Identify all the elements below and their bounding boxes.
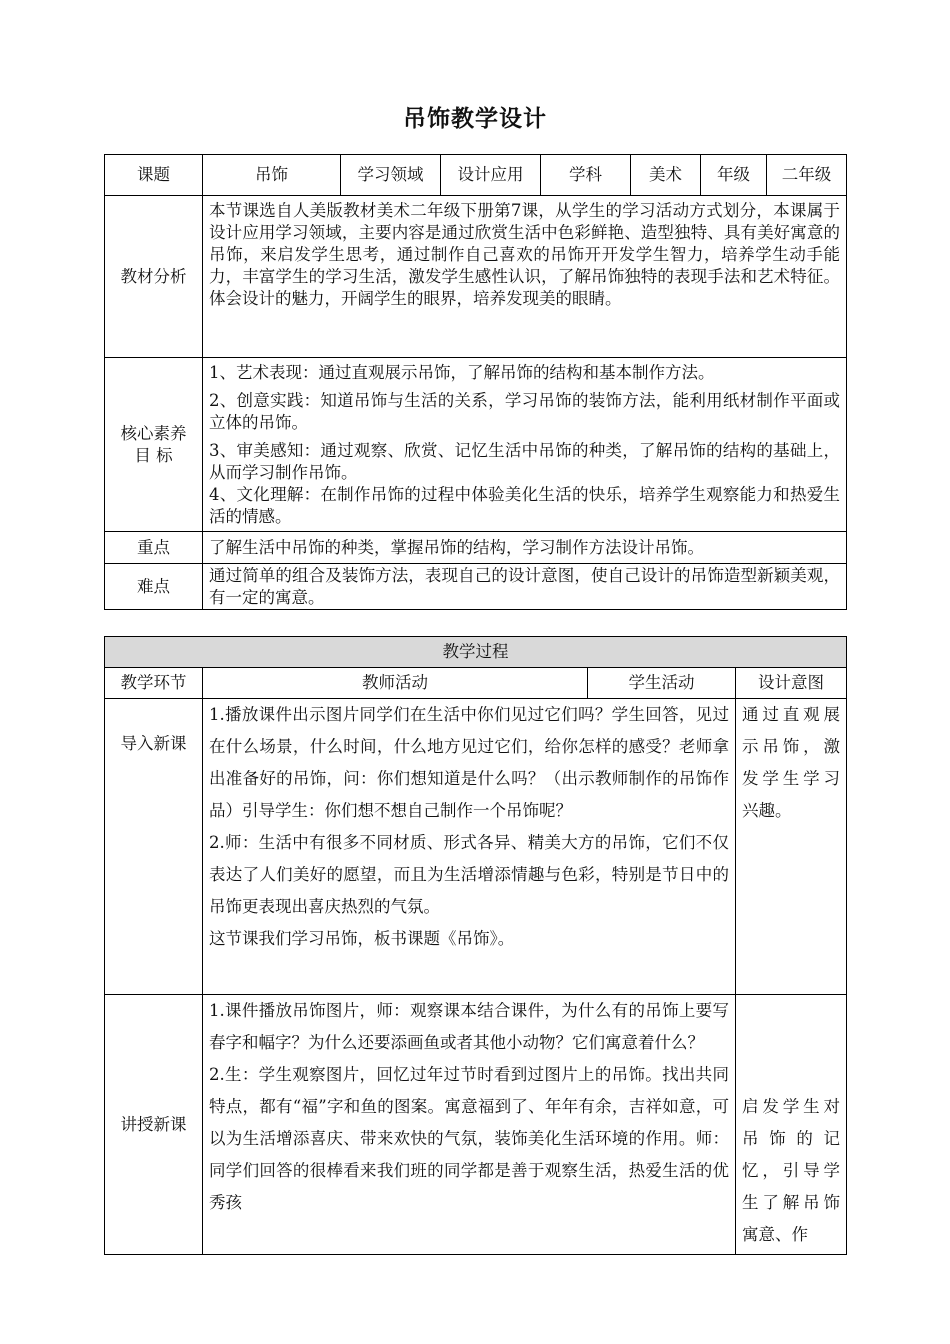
teacher-paragraph: 2.师：生活中有很多不同材质、形式各异、精美大方的吊饰，它们不仅表达了人们美好的愿望，而且为生活增添情趣与色彩，特别是节日中的吊饰更表现出喜庆热烈的气氛。	[209, 833, 729, 916]
stage-cell: 讲授新课	[105, 995, 203, 1255]
key-text: 了解生活中吊饰的种类，掌握吊饰的结构，学习制作方法设计吊饰。	[203, 532, 847, 564]
grade-label: 年级	[701, 155, 767, 196]
difficulty-label: 难点	[105, 564, 203, 610]
document-title: 吊饰教学设计	[403, 106, 547, 132]
goal-item: 2、创意实践：知道吊饰与生活的关系，学习吊饰的装饰方法，能利用纸材制作平面或立体的吊饰。	[209, 390, 840, 432]
key-label: 重点	[105, 532, 203, 564]
teacher-activity	[203, 995, 736, 1255]
column-header: 学生活动	[588, 668, 736, 699]
teacher-paragraph: 1.播放课件出示图片同学们在生活中你们见过它们吗？学生回答，见过在什么场景，什么时间，什么地方见过它们，给你怎样的感受？老师拿出准备好的吊饰，问：你们想知道是什么吗？（出示教师制作的吊饰作品）引导学生：你们想不想自己制作一个吊饰呢？	[209, 705, 729, 820]
design-intent: 通过直观展示吊饰，激发学生学习兴趣。	[736, 699, 847, 995]
process-header: 教学过程	[105, 637, 847, 668]
teacher-paragraph: 1.课件播放吊饰图片，师：观察课本结合课件，为什么有的吊饰上要写春字和幅字？为什么还要添画鱼或者其他小动物？它们寓意着什么？	[209, 1001, 729, 1052]
lesson-info-table	[104, 154, 847, 610]
difficulty-text: 通过简单的组合及装饰方法，表现自己的设计意图，使自己设计的吊饰造型新颖美观，有一定的寓意。	[203, 564, 847, 610]
topic-label: 课题	[105, 155, 203, 196]
subject-value: 美术	[631, 155, 701, 196]
stage-cell: 导入新课	[105, 699, 203, 995]
teacher-paragraph: 2.生：学生观察图片，回忆过年过节时看到过图片上的吊饰。找出共同特点，都有“福”字和鱼的图案。寓意福到了、年年有余，吉祥如意，可以为生活增添喜庆、带来欢快的气氛，装饰美化生活环境的作用。师：同学们回答的很棒看来我们班的同学都是善于观察生活，热爱生活的优秀孩	[209, 1065, 729, 1212]
goal-item: 4、文化理解：在制作吊饰的过程中体验美化生活的快乐，培养学生观察能力和热爱生活的情感。	[209, 484, 840, 526]
column-header: 设计意图	[736, 668, 847, 699]
goals-label: 核心素养 目 标	[105, 358, 203, 532]
topic-value: 吊饰	[203, 155, 341, 196]
goal-item: 1、艺术表现：通过直观展示吊饰，了解吊饰的结构和基本制作方法。	[209, 362, 715, 382]
subject-label: 学科	[541, 155, 631, 196]
column-header: 教学环节	[105, 668, 203, 699]
teaching-process-table	[104, 636, 847, 1255]
design-intent: 启发学生对吊饰的记忆，引导学生了解吊饰寓意、作	[736, 995, 847, 1255]
goal-item: 3、审美感知：通过观察、欣赏、记忆生活中吊饰的种类，了解吊饰的结构的基础上，从而学习制作吊饰。	[209, 440, 840, 482]
goals-list	[203, 358, 847, 532]
teacher-paragraph: 这节课我们学习吊饰，板书课题《吊饰》。	[209, 929, 515, 948]
analysis-text: 本节课选自人美版教材美术二年级下册第7课，从学生的学习活动方式划分，本课属于设计应用学习领域，主要内容是通过欣赏生活中色彩鲜艳、造型独特、具有美好寓意的吊饰，来启发学生思考，通过制作自己喜欢的吊饰开开发学生智力，培养学生动手能力，丰富学生的学习生活，激发学生感性认识，了解吊饰独特的表现手法和艺术特征。体会设计的魅力，开阔学生的眼界，培养发现美的眼睛。	[203, 196, 847, 358]
column-header: 教师活动	[203, 668, 588, 699]
domain-label: 学习领域	[341, 155, 441, 196]
teacher-activity	[203, 699, 736, 995]
analysis-label: 教材分析	[105, 196, 203, 358]
domain-value: 设计应用	[441, 155, 541, 196]
grade-value: 二年级	[767, 155, 847, 196]
